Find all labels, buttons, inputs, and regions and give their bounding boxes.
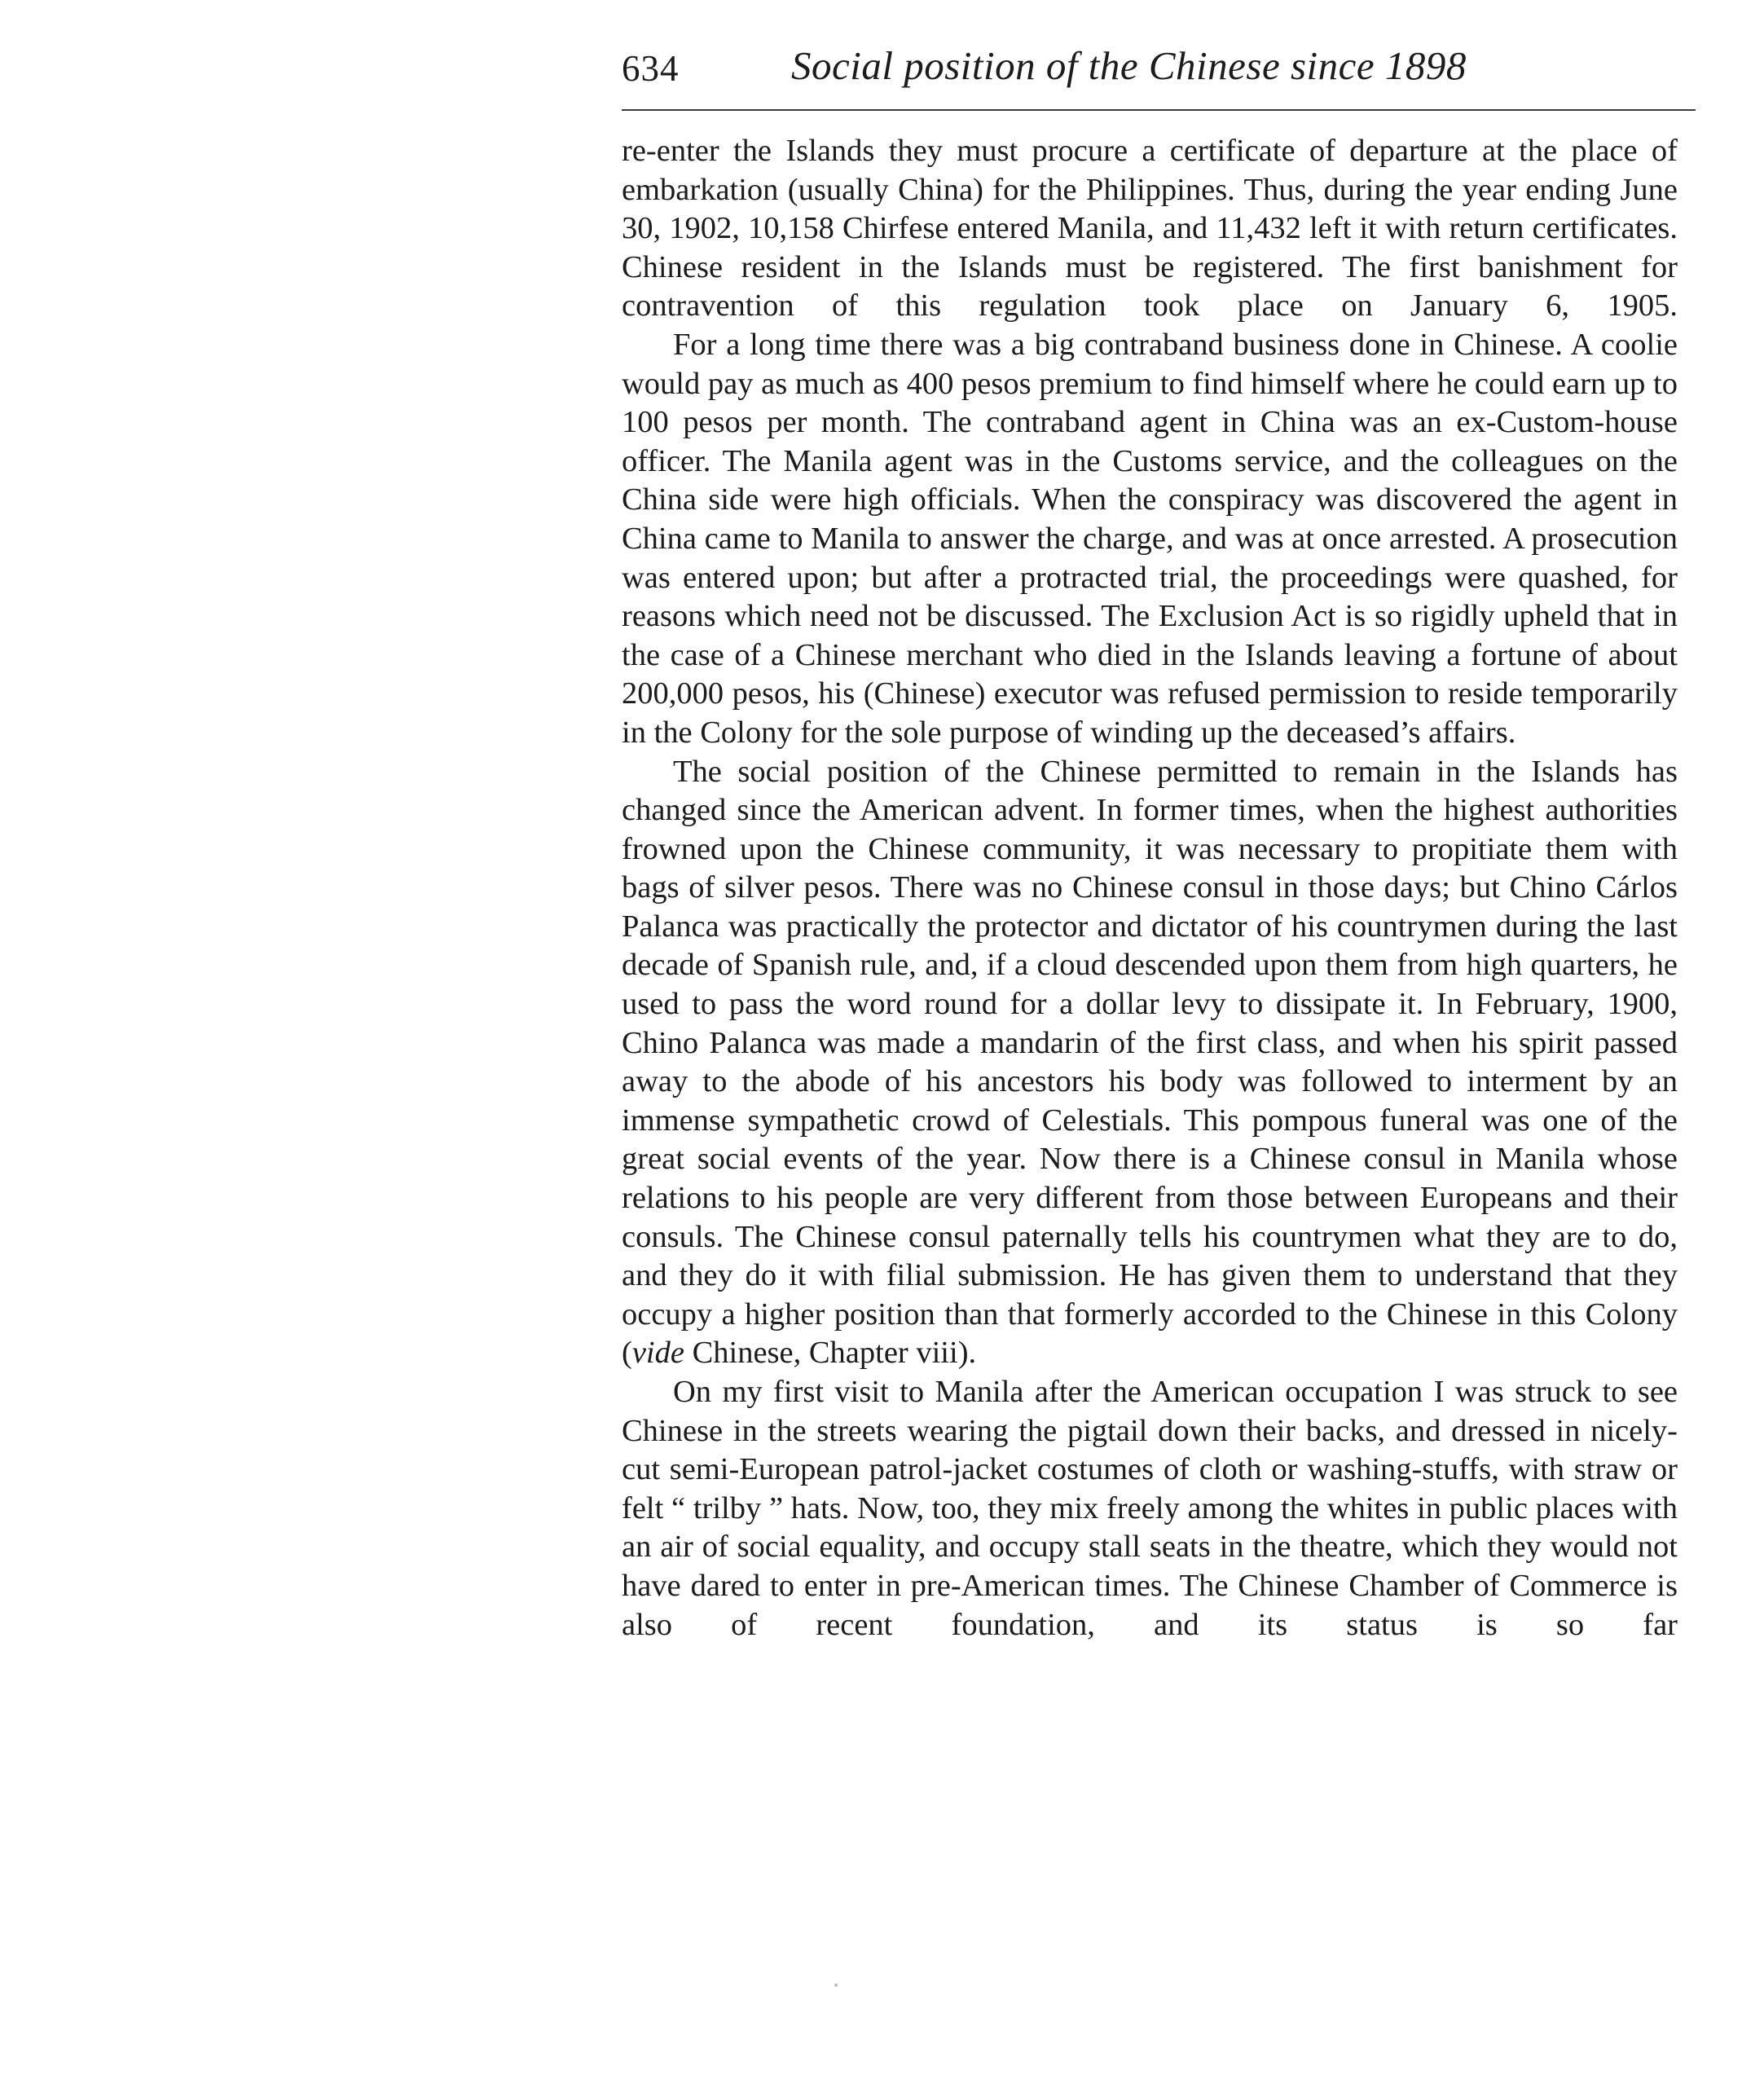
running-title: Social position of the Chinese since 1898 <box>791 43 1467 88</box>
page-number: 634 <box>622 48 680 89</box>
paper-speck <box>834 1983 838 1987</box>
paragraph-2: For a long time there was a big contraband business done in Chinese. A coolie would pay as much as 400 pesos premium to find himself where he could earn up to 100 pesos per month. The contraband agent in China was an ex-Custom-house officer. The Manila agent was in the Customs service, and the colleagues on the China side were high officials. When the conspiracy was discovered the agent in China came to Manila to answer the charge, and was at once arrested. A prosecution was entered upon; but after a protracted trial, the proceedings were quashed, for reasons which need not be discussed. The Exclusion Act is so rigidly upheld that in the case of a Chinese merchant who died in the Islands leaving a fortune of about 200,000 pesos, his (Chinese) executor was refused permission to reside temporarily in the Colony for the sole purpose of winding up the deceased’s affairs. <box>622 327 1678 750</box>
paragraph-3-text-after: Chinese, Chapter viii). <box>684 1336 977 1371</box>
paragraph-4: On my first visit to Manila after the American occupation I was struck to see Chinese in the streets wearing the pigtail down their backs, and dressed in nicely-cut semi-European patrol-jacket costumes of cloth or washing-stuffs, with straw or felt “ trilby ” hats. Now, too, they mix freely among the whites in public places with an air of social equality, and occupy stall seats in the theatre, which they would not have dared to enter in pre-American times. The Chinese Chamber of Commerce is also of recent foundation, and its status is so far <box>622 1375 1678 1642</box>
header-rule <box>622 109 1696 111</box>
vide-italic: vide <box>631 1336 684 1371</box>
paragraph-3-text-before: The social position of the Chinese permitted to remain in the Islands has changed since the American advent. In former times, when the highest authorities frowned upon the Chinese community, it was necessary to propitiate them with bags of silver pesos. There was no Chinese consul in those days; but Chino Cárlos Palanca was practically the protector and dictator of his countrymen during the last decade of Spanish rule, and, if a cloud descended upon them from high quarters, he used to pass the word round for a dollar levy to dissipate it. In February, 1900, Chino Palanca was made a mandarin of the first class, and when his spirit passed away to the abode of his ancestors his body was followed to interment by an immense sympathetic crowd of Celestials. This pompous funeral was one of the great social events of the year. Now there is a Chinese consul in Manila whose relations to his people are very different from those between Europeans and their consuls. The Chinese consul paternally tells his countrymen what they are to do, and they do it with filial submission. He has given them to understand that they occupy a higher position than that formerly accorded to the Chinese in this Colony ( <box>622 754 1678 1371</box>
paragraph-3 <box>622 753 1678 1374</box>
body-text <box>622 132 1678 1644</box>
running-head <box>622 42 1699 108</box>
paragraph-1: re-enter the Islands they must procure a certificate of departure at the place of embarkation (usually China) for the Philippines. Thus, during the year ending June 30, 1902, 10,158 Chirfese entered Manila, and 11,432 left it with return certificates. Chinese resident in the Islands must be registered. The first banishment for contravention of this regulation took place on January 6, 1905. <box>622 134 1678 324</box>
